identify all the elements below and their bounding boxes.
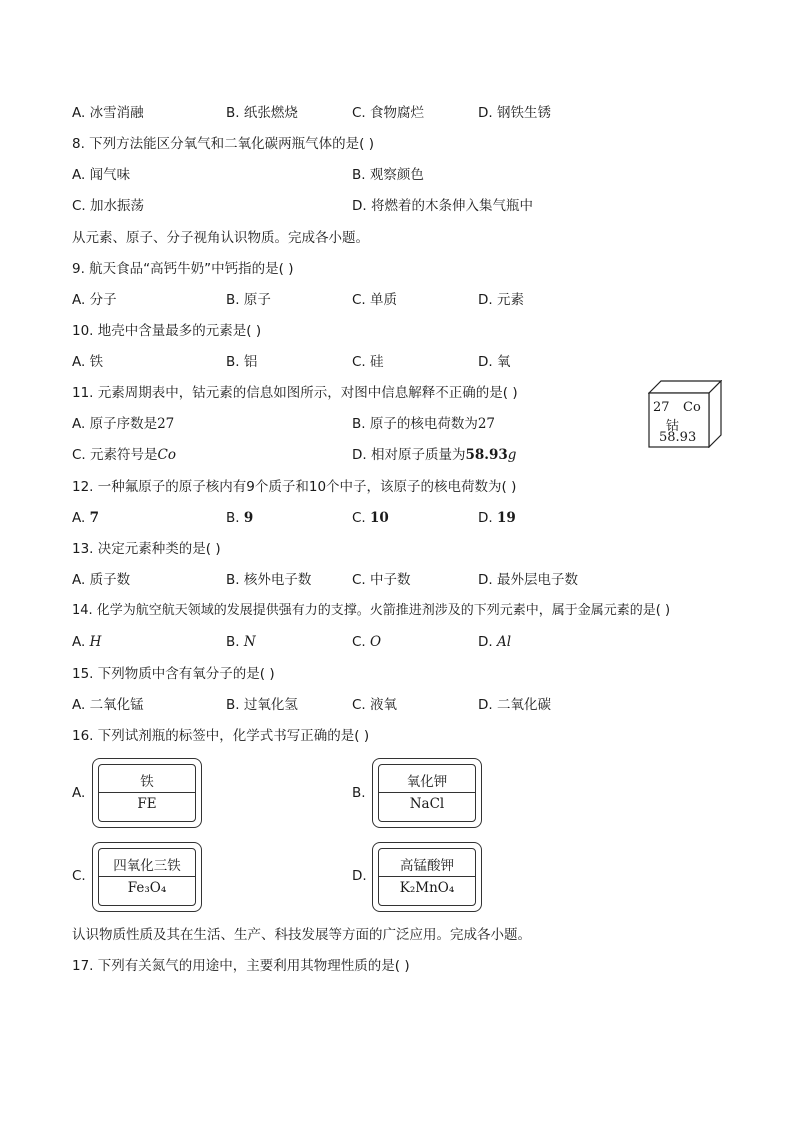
section-intro-1: 从元素、原子、分子视角认识物质。完成各小题。 <box>72 230 369 246</box>
q12-stem: 12. 一种氟原子的原子核内有9个质子和10个中子，该原子的核电荷数为( ) <box>72 479 517 495</box>
label-name: 四氧化三铁 <box>113 858 181 874</box>
label-divider <box>99 792 195 793</box>
section-intro-2: 认识物质性质及其在生活、生产、科技发展等方面的广泛应用。完成各小题。 <box>72 927 531 943</box>
q14-option-a: A. H <box>72 634 102 650</box>
label-name: 高锰酸钾 <box>400 858 454 874</box>
q7-option-c: C. 食物腐烂 <box>352 105 425 121</box>
q8-option-c: C. 加水振荡 <box>72 198 145 214</box>
q9-stem: 9. 航天食品“高钙牛奶”中钙指的是( ) <box>72 261 294 277</box>
q11-option-c: C. 元素符号是Co <box>72 447 176 463</box>
label-formula: NaCl <box>409 796 445 812</box>
q16-option-b-letter: B. <box>352 785 366 801</box>
q16-label-d <box>372 842 484 914</box>
q12-option-d: D. 19 <box>478 510 516 526</box>
q15-option-b: B. 过氧化氢 <box>226 697 298 713</box>
q16-label-c <box>92 842 204 914</box>
q11-option-a: A. 原子序数是27 <box>72 416 175 432</box>
q14-option-b: B. N <box>226 634 256 650</box>
label-name: 铁 <box>140 774 154 790</box>
q15-stem: 15. 下列物质中含有氧分子的是( ) <box>72 666 275 682</box>
label-panel <box>378 764 476 822</box>
q11-stem: 11. 元素周期表中，钴元素的信息如图所示，对图中信息解释不正确的是( ) <box>72 385 518 401</box>
q16-label-a <box>92 758 204 830</box>
q11-option-b: B. 原子的核电荷数为27 <box>352 416 496 432</box>
q7-option-b: B. 纸张燃烧 <box>226 105 298 121</box>
q16-option-d-letter: D. <box>352 868 367 884</box>
q15-option-d: D. 二氧化碳 <box>478 697 551 713</box>
q13-stem: 13. 决定元素种类的是( ) <box>72 541 221 557</box>
q14-option-d: D. Al <box>478 634 512 650</box>
q9-option-b: B. 原子 <box>226 292 271 308</box>
q16-option-a-letter: A. <box>72 785 86 801</box>
label-formula: K₂MnO₄ <box>399 880 455 896</box>
q9-option-d: D. 元素 <box>478 292 524 308</box>
label-formula: FE <box>137 796 157 812</box>
label-name: 氧化钾 <box>406 774 448 790</box>
q14-option-c: C. O <box>352 634 382 650</box>
q15-option-a: A. 二氧化锰 <box>72 697 144 713</box>
q9-option-c: C. 单质 <box>352 292 398 308</box>
q10-stem: 10. 地壳中含量最多的元素是( ) <box>72 323 262 339</box>
q12-option-b: B. 9 <box>226 510 254 526</box>
q14-stem: 14. 化学为航空航天领域的发展提供强有力的支撑。火箭推进剂涉及的下列元素中，属于金属元素的是( ) <box>72 603 671 618</box>
q16-stem: 16. 下列试剂瓶的标签中，化学式书写正确的是( ) <box>72 728 370 744</box>
element-name: 钴 <box>666 419 680 434</box>
q17-stem: 17. 下列有关氮气的用途中，主要利用其物理性质的是( ) <box>72 958 410 974</box>
q12-option-a: A. 7 <box>72 510 99 526</box>
q7-option-a: A. 冰雪消融 <box>72 105 144 121</box>
q13-option-a: A. 质子数 <box>72 572 131 588</box>
label-divider <box>379 876 475 877</box>
element-symbol: Co <box>683 400 701 415</box>
q13-option-d: D. 最外层电子数 <box>478 572 578 588</box>
q16-label-b <box>372 758 484 830</box>
q11-option-d: D. 相对原子质量为58.93g <box>352 447 517 463</box>
q8-option-b: B. 观察颜色 <box>352 167 424 183</box>
q7-option-d: D. 钢铁生锈 <box>478 105 551 121</box>
q12-option-c: C. 10 <box>352 510 389 526</box>
q10-option-a: A. 铁 <box>72 354 104 370</box>
q10-option-d: D. 氧 <box>478 354 511 370</box>
label-panel <box>98 848 196 906</box>
cobalt-element-card <box>648 380 722 448</box>
q15-option-c: C. 液氧 <box>352 697 398 713</box>
label-panel <box>378 848 476 906</box>
element-atomic-mass: 58.93 <box>659 430 697 445</box>
element-atomic-number: 27 <box>653 400 670 415</box>
q10-option-c: C. 硅 <box>352 354 384 370</box>
label-divider <box>99 876 195 877</box>
q16-option-c-letter: C. <box>72 868 86 884</box>
label-panel <box>98 764 196 822</box>
q8-option-d: D. 将燃着的木条伸入集气瓶中 <box>352 198 533 214</box>
q13-option-c: C. 中子数 <box>352 572 411 588</box>
label-formula: Fe₃O₄ <box>127 880 167 896</box>
q10-option-b: B. 铝 <box>226 354 258 370</box>
q9-option-a: A. 分子 <box>72 292 117 308</box>
label-divider <box>379 792 475 793</box>
q8-option-a: A. 闻气味 <box>72 167 131 183</box>
q8-stem: 8. 下列方法能区分氧气和二氧化碳两瓶气体的是( ) <box>72 136 374 152</box>
q13-option-b: B. 核外电子数 <box>226 572 312 588</box>
